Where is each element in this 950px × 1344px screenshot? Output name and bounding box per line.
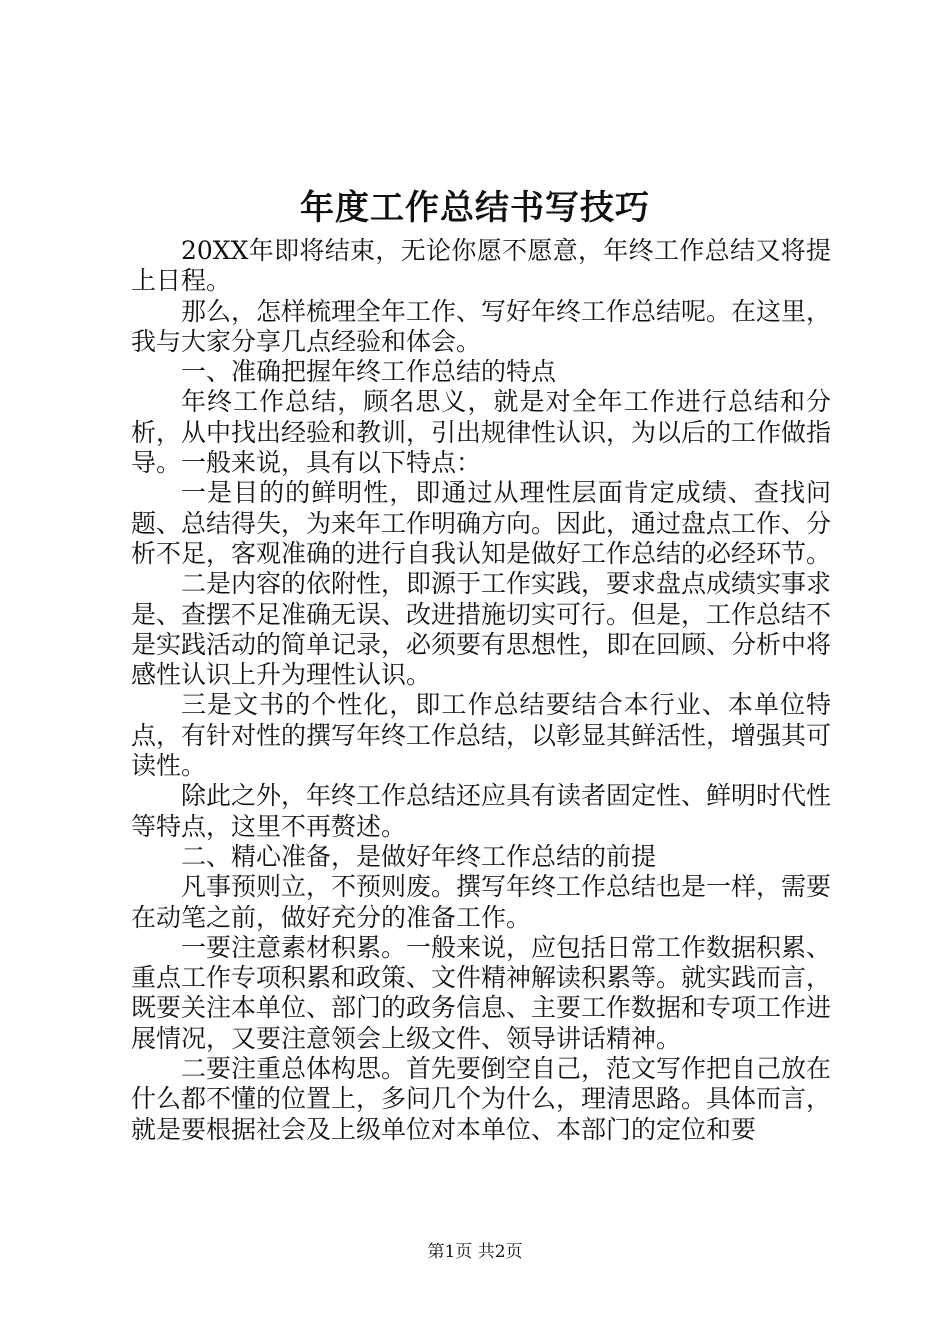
section-heading-1: 一、准确把握年终工作总结的特点 — [181, 357, 557, 387]
paragraph-feature-3: 三是文书的个性化，即工作总结要结合本行业、本单位特点，有针对性的撰写年终工作总结，以彰显其鲜活性，增强其可读性。 — [131, 690, 832, 781]
paragraph-feature-2: 二是内容的依附性，即源于工作实践，要求盘点成绩实事求是、查摆不足准确无误、改进措施切实可行。但是，工作总结不是实践活动的简单记录，必须要有思想性，即在回顾、分析中将感性认识上升为理性认识。 — [131, 569, 832, 690]
paragraph-material: 一要注意素材积累。一般来说，应包括日常工作数据积累、重点工作专项积累和政策、文件精神解读积累等。就实践而言，既要关注本单位、部门的政务信息、主要工作数据和专项工作进展情况，又要注意领会上级文件、领导讲话精神。 — [131, 932, 832, 1053]
paragraph-conception: 二要注重总体构思。首先要倒空自己，范文写作把自己放在什么都不懂的位置上，多问几个为什么，理清思路。具体而言，就是要根据社会及上级单位对本单位、本部门的定位和要 — [131, 1054, 832, 1144]
page-footer: 第1页 共2页 — [427, 1242, 523, 1262]
paragraph-definition: 年终工作总结，顾名思义，就是对全年工作进行总结和分析，从中找出经验和教训，引出规律性认识，为以后的工作做指导。一般来说，具有以下特点： — [131, 387, 832, 478]
paragraph-question: 那么，怎样梳理全年工作、写好年终工作总结呢。在这里，我与大家分享几点经验和体会。 — [131, 296, 832, 356]
paragraph-other-features: 除此之外，年终工作总结还应具有读者固定性、鲜明时代性等特点，这里不再赘述。 — [131, 781, 832, 841]
section-heading-2: 二、精心准备，是做好年终工作总结的前提 — [181, 841, 657, 871]
paragraph-preparation: 凡事预则立，不预则废。撰写年终工作总结也是一样，需要在动笔之前，做好充分的准备工作。 — [131, 872, 832, 932]
document-title: 年度工作总结书写技巧 — [300, 188, 650, 228]
paragraph-intro: 20XX年即将结束，无论你愿不愿意，年终工作总结又将提上日程。 — [131, 236, 831, 296]
paragraph-feature-1: 一是目的的鲜明性，即通过从理性层面肯定成绩、查找问题、总结得失，为来年工作明确方向。因此，通过盘点工作、分析不足，客观准确的进行自我认知是做好工作总结的必经环节。 — [131, 478, 832, 568]
document-body — [131, 236, 831, 1145]
